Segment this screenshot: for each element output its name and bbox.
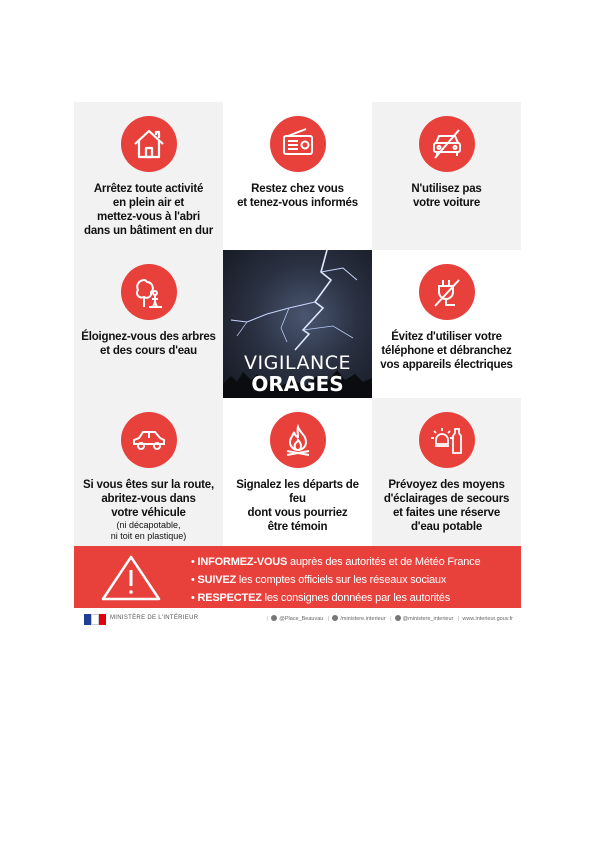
vigilance-photo (223, 250, 372, 398)
vigilance-title: VIGILANCE (244, 352, 351, 374)
banner-line-inform: • INFORMEZ-VOUS auprès des autorités et de Météo France (191, 556, 481, 568)
warning-icon (100, 554, 162, 602)
lamp-bottle-icon (419, 412, 475, 468)
advice-emergency-supplies (372, 398, 521, 546)
advice-text: Évitez d'utiliser votre téléphone et débranchez vos appareils électriques (380, 331, 513, 371)
unplug-icon (419, 264, 475, 320)
advice-text: Prévoyez des moyens d'éclairages de secours et faites une réserve d'eau potable (383, 479, 510, 533)
instagram-icon (395, 615, 401, 621)
advice-text: Signalez les départs de feu dont vous pourriez être témoin (236, 479, 359, 533)
banner-lines (191, 553, 480, 607)
advice-car-shelter (74, 398, 223, 546)
fire-icon (270, 412, 326, 468)
instagram-link[interactable]: @ministere_interieur (402, 616, 454, 622)
footer (74, 612, 521, 628)
advice-text: Si vous êtes sur la route, abritez-vous dans votre véhicule (83, 479, 214, 519)
house-icon (121, 116, 177, 172)
advice-grid (74, 102, 521, 546)
advice-text: N'utilisez pas votre voiture (411, 183, 482, 209)
ministry-name: MINISTÈRE DE L'INTÉRIEUR (110, 615, 199, 621)
facebook-link[interactable]: /ministere.interieur (340, 616, 386, 622)
advice-subtext: (ni décapotable, ni toit en plastique) (110, 520, 187, 541)
advice-report-fire (223, 398, 372, 546)
banner-line-follow: • SUIVEZ les comptes officiels sur les réseaux sociaux (191, 574, 447, 586)
social-links: | @Place_Beauvau | /ministere.interieur | @ministere_interieur | www.interieur.gouv.fr (266, 616, 513, 622)
advice-unplug (372, 250, 521, 398)
car-icon (121, 412, 177, 468)
twitter-icon (271, 615, 277, 621)
advice-shelter (74, 102, 223, 250)
website-link[interactable]: www.interieur.gouv.fr (462, 616, 513, 622)
tree-person-icon (121, 264, 177, 320)
orages-title: ORAGES (251, 372, 344, 396)
advice-stay-informed (223, 102, 372, 250)
info-banner (74, 546, 521, 608)
advice-trees-water (74, 250, 223, 398)
radio-icon (270, 116, 326, 172)
republique-logo (84, 614, 106, 625)
no-car-icon (419, 116, 475, 172)
facebook-icon (332, 615, 338, 621)
advice-text: Arrêtez toute activité en plein air et mettez-vous à l'abri dans un bâtiment en dur (84, 183, 213, 237)
poster (74, 102, 521, 628)
banner-line-respect: • RESPECTEZ les consignes données par les autorités (191, 592, 451, 604)
advice-text: Éloignez-vous des arbres et des cours d'eau (81, 331, 216, 357)
advice-text: Restez chez vous et tenez-vous informés (237, 183, 358, 209)
advice-no-car (372, 102, 521, 250)
twitter-link[interactable]: @Place_Beauvau (279, 616, 324, 622)
